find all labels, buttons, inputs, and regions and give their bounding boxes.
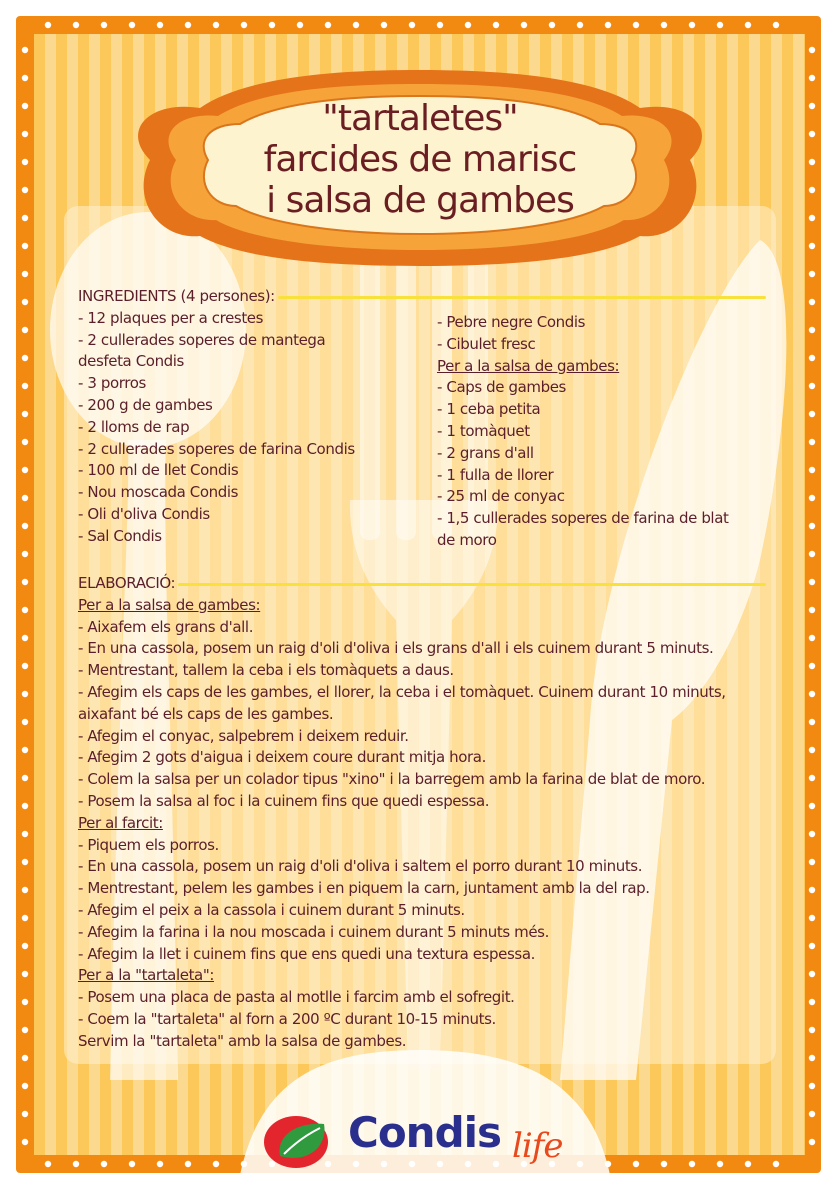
text-line: - 3 porros — [78, 374, 146, 393]
text-line: Servim la "tartaleta" amb la salsa de gambes. — [78, 1031, 407, 1050]
text-line: - En una cassola, posem un raig d'oli d'oliva i saltem el porro durant 10 minuts. — [78, 857, 643, 876]
title-line: i salsa de gambes — [266, 180, 574, 221]
ingredients-column-left — [78, 286, 428, 548]
ingredients-list-left — [78, 308, 428, 548]
text-line: - Afegim els caps de les gambes, el llorer, la ceba i el tomàquet. Cuinem durant 10 minuts, — [78, 682, 726, 701]
text-line: - 12 plaques per a crestes — [78, 308, 264, 327]
text-line: - Aixafem els grans d'all. — [78, 617, 254, 636]
text-line: - Cibulet fresc — [437, 334, 536, 353]
text-line: - Posem la salsa al foc i la cuinem fins que quedi espessa. — [78, 791, 490, 810]
text-line: - Posem una placa de pasta al motlle i farcim amb el sofregit. — [78, 988, 515, 1007]
tart-steps-list — [78, 987, 778, 1052]
sauce-steps-list — [78, 617, 778, 813]
elaboration-heading: ELABORACIÓ: — [78, 574, 176, 592]
text-line: - Afegim la farina i la nou moscada i cuinem durant 5 minuts més. — [78, 922, 549, 941]
text-line: - Oli d'oliva Condis — [78, 504, 210, 523]
ingredients-heading: INGREDIENTS (4 persones): — [78, 287, 275, 305]
text-line: - Mentrestant, pelem les gambes i en piquem la carn, juntament amb la del rap. — [78, 879, 650, 898]
text-line: - 2 cullerades soperes de mantega — [78, 330, 326, 349]
text-line: - 2 grans d'all — [437, 443, 534, 462]
sauce-ingredients-heading: Per a la salsa de gambes: — [437, 356, 620, 375]
text-line: - 1 fulla de llorer — [437, 465, 554, 484]
condis-life-logo — [262, 1108, 592, 1178]
text-line: - Afegim la llet i cuinem fins que ens quedi una textura espessa. — [78, 944, 535, 963]
text-line: - Mentrestant, tallem la ceba i els tomàquets a daus. — [78, 661, 454, 680]
text-line: - Nou moscada Condis — [78, 483, 239, 502]
text-line: - Afegim el conyac, salpebrem i deixem reduir. — [78, 726, 409, 745]
text-line: - En una cassola, posem un raig d'oli d'oliva i els grans d'all i els cuinem durant 5 minuts. — [78, 639, 714, 658]
recipe-title — [230, 98, 610, 221]
text-line: - Sal Condis — [78, 526, 162, 545]
text-line: - Afegim el peix a la cassola i cuinem durant 5 minuts. — [78, 900, 465, 919]
condis-leaf-icon — [262, 1112, 342, 1172]
text-line: - 2 cullerades soperes de farina Condis — [78, 439, 355, 458]
text-line: - 1,5 cullerades soperes de farina de blat — [437, 509, 729, 528]
text-line: - 1 tomàquet — [437, 421, 530, 440]
logo-suffix: life — [512, 1126, 563, 1166]
text-line: - Afegim 2 gots d'aigua i deixem coure durant mitja hora. — [78, 748, 486, 767]
text-line: - 1 ceba petita — [437, 400, 541, 419]
filling-steps-heading: Per al farcit: — [78, 813, 163, 832]
sauce-steps-heading: Per a la salsa de gambes: — [78, 595, 261, 614]
filling-steps-list — [78, 835, 778, 966]
ingredients-list-right — [437, 312, 767, 356]
sauce-ingredients-list — [437, 377, 767, 551]
logo-brand: Condis — [348, 1108, 502, 1157]
title-line: farcides de marisc — [263, 139, 577, 180]
text-line: aixafant bé els caps de les gambes. — [78, 704, 334, 723]
tart-steps-heading: Per a la "tartaleta": — [78, 966, 214, 985]
text-line: de moro — [437, 530, 497, 549]
text-line: - Coem la "tartaleta" al forn a 200 ºC durant 10-15 minuts. — [78, 1009, 496, 1028]
text-line: - Caps de gambes — [437, 378, 566, 397]
elaboration-section — [78, 573, 778, 1053]
text-line: - Piquem els porros. — [78, 835, 219, 854]
title-line: "tartaletes" — [322, 98, 518, 139]
text-line: - 200 g de gambes — [78, 395, 213, 414]
text-line: - 2 lloms de rap — [78, 417, 190, 436]
text-line: desfeta Condis — [78, 352, 184, 371]
text-line: - Colem la salsa per un colador tipus "xino" i la barregem amb la farina de blat de moro. — [78, 770, 706, 789]
ingredients-column-right — [437, 312, 767, 552]
text-line: - Pebre negre Condis — [437, 313, 586, 331]
text-line: - 25 ml de conyac — [437, 487, 565, 506]
text-line: - 100 ml de llet Condis — [78, 461, 239, 480]
